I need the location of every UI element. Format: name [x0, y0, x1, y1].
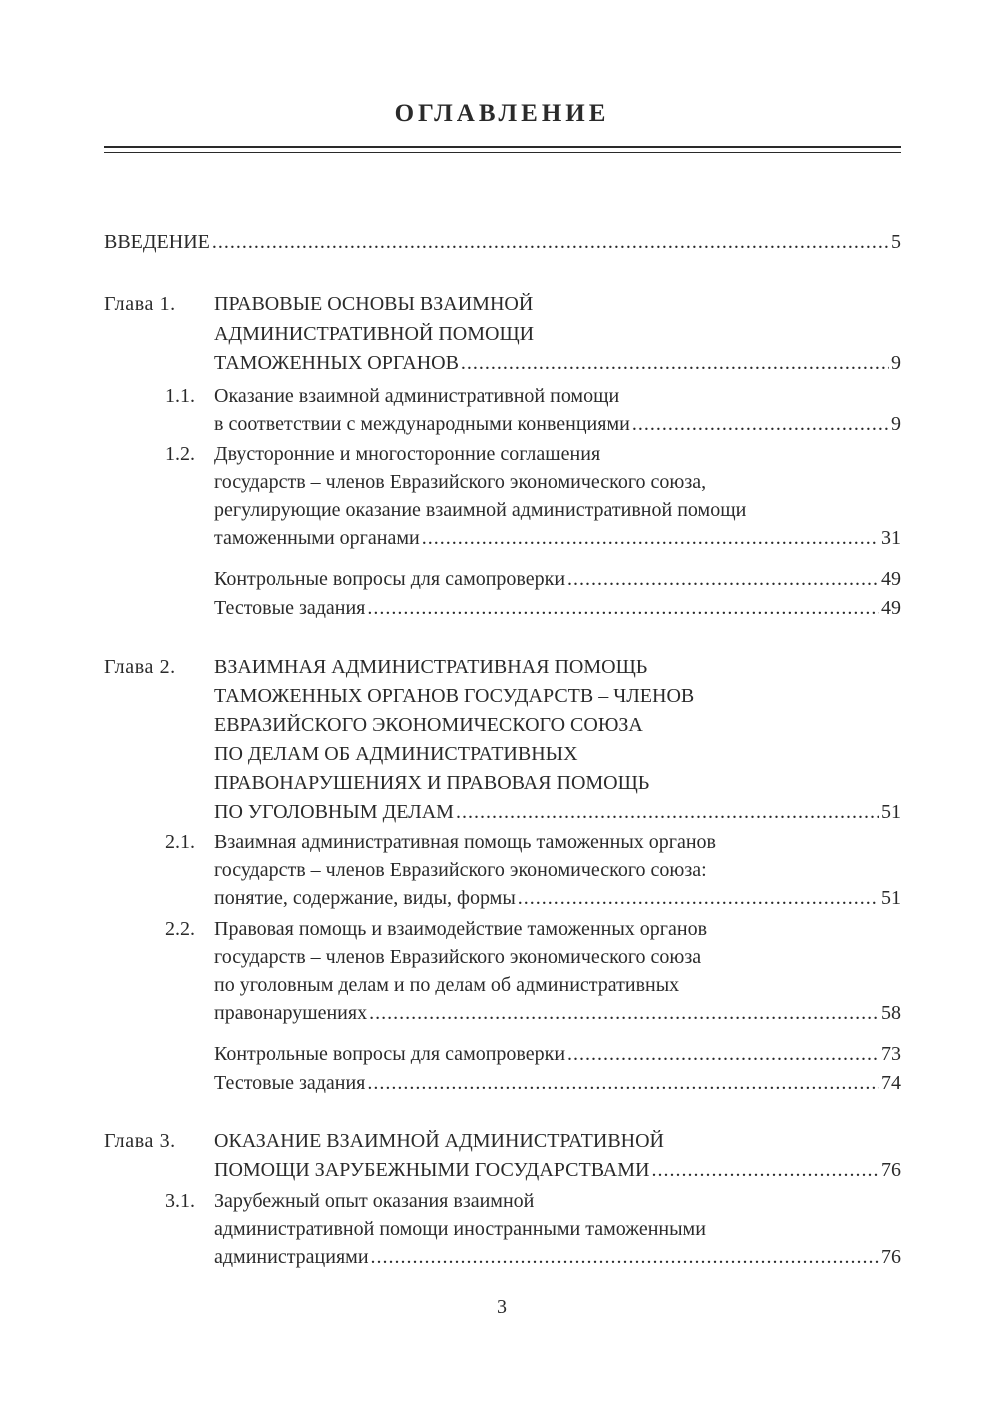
- toc-section-2-2-line-2: [0, 943, 1004, 971]
- toc-page: 76: [881, 1246, 901, 1268]
- section-title-line: Зарубежный опыт оказания взаимной: [214, 1190, 535, 1212]
- toc-chapter-2-line-6: [0, 798, 1004, 826]
- section-title-line: государств – членов Евразийского экономического союза: [214, 946, 702, 968]
- toc-section-1-2-line-3: [0, 496, 1004, 524]
- dot-leader: [367, 594, 879, 622]
- chapter-title-line: ЕВРАЗИЙСКОГО ЭКОНОМИЧЕСКОГО СОЮЗА: [214, 714, 643, 736]
- chapter-title-line: ПОМОЩИ ЗАРУБЕЖНЫМИ ГОСУДАРСТВАМИ: [214, 1159, 650, 1181]
- toc-section-2-1-line-2: [0, 856, 1004, 884]
- chapter-title-line: ПРАВОВЫЕ ОСНОВЫ ВЗАИМНОЙ: [214, 293, 534, 315]
- chapter-title-line: ОКАЗАНИЕ ВЗАИМНОЙ АДМИНИСТРАТИВНОЙ: [214, 1130, 664, 1152]
- toc-chapter-1-line-2: [0, 320, 1004, 348]
- dot-leader: [456, 798, 879, 826]
- title-rule-thick: [104, 146, 901, 148]
- chapter-title-line: ПРАВОНАРУШЕНИЯХ И ПРАВОВАЯ ПОМОЩЬ: [214, 772, 650, 794]
- toc-section-2-2[interactable]: [0, 915, 1004, 943]
- section-title-line: Правовая помощь и взаимодействие таможенных органов: [214, 918, 708, 940]
- chapter-label: Глава 3.: [104, 1130, 176, 1152]
- toc-entry-questions-1[interactable]: [0, 565, 1004, 593]
- toc-chapter-1-line-3: [0, 349, 1004, 377]
- chapter-title-line: ВЗАИМНАЯ АДМИНИСТРАТИВНАЯ ПОМОЩЬ: [214, 656, 648, 678]
- dot-leader: [651, 1156, 879, 1184]
- toc-entry-text: Контрольные вопросы для самопроверки: [214, 1043, 566, 1065]
- section-title-line: Двусторонние и многосторонние соглашения: [214, 443, 601, 465]
- toc-page: 76: [881, 1159, 901, 1181]
- toc-section-2-1-line-3: [0, 884, 1004, 912]
- dot-leader: [371, 1243, 879, 1271]
- toc-section-1-2[interactable]: [0, 440, 1004, 468]
- dot-leader: [518, 884, 879, 912]
- toc-entry-tests-2[interactable]: [0, 1069, 1004, 1097]
- toc-page: 51: [881, 801, 901, 823]
- toc-chapter-2-line-2: [0, 682, 1004, 710]
- toc-entry-questions-2[interactable]: [0, 1040, 1004, 1068]
- toc-page: 74: [881, 1072, 901, 1094]
- dot-leader: [212, 228, 889, 256]
- toc-page: 51: [881, 887, 901, 909]
- chapter-title-line: ПО УГОЛОВНЫМ ДЕЛАМ: [214, 801, 454, 823]
- chapter-label: Глава 2.: [104, 656, 176, 678]
- chapter-title-line: ТАМОЖЕННЫХ ОРГАНОВ: [214, 352, 459, 374]
- toc-section-2-1[interactable]: [0, 828, 1004, 856]
- toc-section-3-1[interactable]: [0, 1187, 1004, 1215]
- toc-section-1-2-line-4: [0, 524, 1004, 552]
- page-number: 3: [497, 1296, 507, 1318]
- toc-entry-text: Контрольные вопросы для самопроверки: [214, 568, 566, 590]
- toc-entry-text: Тестовые задания: [214, 597, 366, 619]
- section-title-line: понятие, содержание, виды, формы: [214, 887, 516, 909]
- toc-chapter-2[interactable]: [0, 653, 1004, 681]
- toc-section-1-2-line-2: [0, 468, 1004, 496]
- toc-page: 73: [881, 1043, 901, 1065]
- dot-leader: [369, 999, 879, 1027]
- dot-leader: [422, 524, 879, 552]
- toc-page: 49: [881, 568, 901, 590]
- section-number: 1.1.: [165, 385, 195, 407]
- dot-leader: [632, 410, 889, 438]
- section-title-line: административной помощи иностранными таможенными: [214, 1218, 706, 1240]
- dot-leader: [567, 565, 879, 593]
- toc-chapter-2-line-3: [0, 711, 1004, 739]
- toc-page: 49: [881, 597, 901, 619]
- section-title-line: Взаимная административная помощь таможенных органов: [214, 831, 716, 853]
- section-title-line: регулирующие оказание взаимной административной помощи: [214, 499, 747, 521]
- chapter-title-line: ТАМОЖЕННЫХ ОРГАНОВ ГОСУДАРСТВ – ЧЛЕНОВ: [214, 685, 695, 707]
- section-title-line: по уголовным делам и по делам об административных: [214, 974, 680, 996]
- dot-leader: [567, 1040, 879, 1068]
- toc-entry-tests-1[interactable]: [0, 594, 1004, 622]
- toc-section-1-1-line-2: [0, 410, 1004, 438]
- toc-page: 31: [881, 527, 901, 549]
- title-rule-thin: [104, 152, 901, 153]
- chapter-title-line: АДМИНИСТРАТИВНОЙ ПОМОЩИ: [214, 323, 535, 345]
- section-title-line: государств – членов Евразийского экономического союза,: [214, 471, 707, 493]
- toc-entry-text: ВВЕДЕНИЕ: [104, 231, 210, 253]
- section-title-line: Оказание взаимной административной помощи: [214, 385, 620, 407]
- toc-page: 9: [891, 413, 901, 435]
- section-title-line: в соответствии с международными конвенциями: [214, 413, 630, 435]
- toc-section-1-1[interactable]: [0, 382, 1004, 410]
- section-number: 2.2.: [165, 918, 195, 940]
- dot-leader: [461, 349, 889, 377]
- section-title-line: таможенными органами: [214, 527, 420, 549]
- dot-leader: [367, 1069, 879, 1097]
- page-title: ОГЛАВЛЕНИЕ: [394, 100, 610, 127]
- section-number: 3.1.: [165, 1190, 195, 1212]
- toc-entry-text: Тестовые задания: [214, 1072, 366, 1094]
- toc-section-2-2-line-3: [0, 971, 1004, 999]
- section-number: 2.1.: [165, 831, 195, 853]
- section-title-line: администрациями: [214, 1246, 369, 1268]
- toc-page: 5: [891, 231, 901, 253]
- toc-chapter-2-line-4: [0, 740, 1004, 768]
- chapter-title-line: ПО ДЕЛАМ ОБ АДМИНИСТРАТИВНЫХ: [214, 743, 578, 765]
- section-number: 1.2.: [165, 443, 195, 465]
- chapter-label: Глава 1.: [104, 293, 176, 315]
- toc-page: 58: [881, 1002, 901, 1024]
- toc-chapter-2-line-5: [0, 769, 1004, 797]
- section-title-line: государств – членов Евразийского экономического союза:: [214, 859, 707, 881]
- toc-section-2-2-line-4: [0, 999, 1004, 1027]
- toc-chapter-3-line-2: [0, 1156, 1004, 1184]
- toc-section-3-1-line-2: [0, 1215, 1004, 1243]
- section-title-line: правонарушениях: [214, 1002, 368, 1024]
- toc-chapter-1[interactable]: [0, 290, 1004, 318]
- toc-page: 9: [891, 352, 901, 374]
- toc-entry-intro[interactable]: [0, 228, 1004, 256]
- toc-chapter-3[interactable]: [0, 1127, 1004, 1155]
- toc-section-3-1-line-3: [0, 1243, 1004, 1271]
